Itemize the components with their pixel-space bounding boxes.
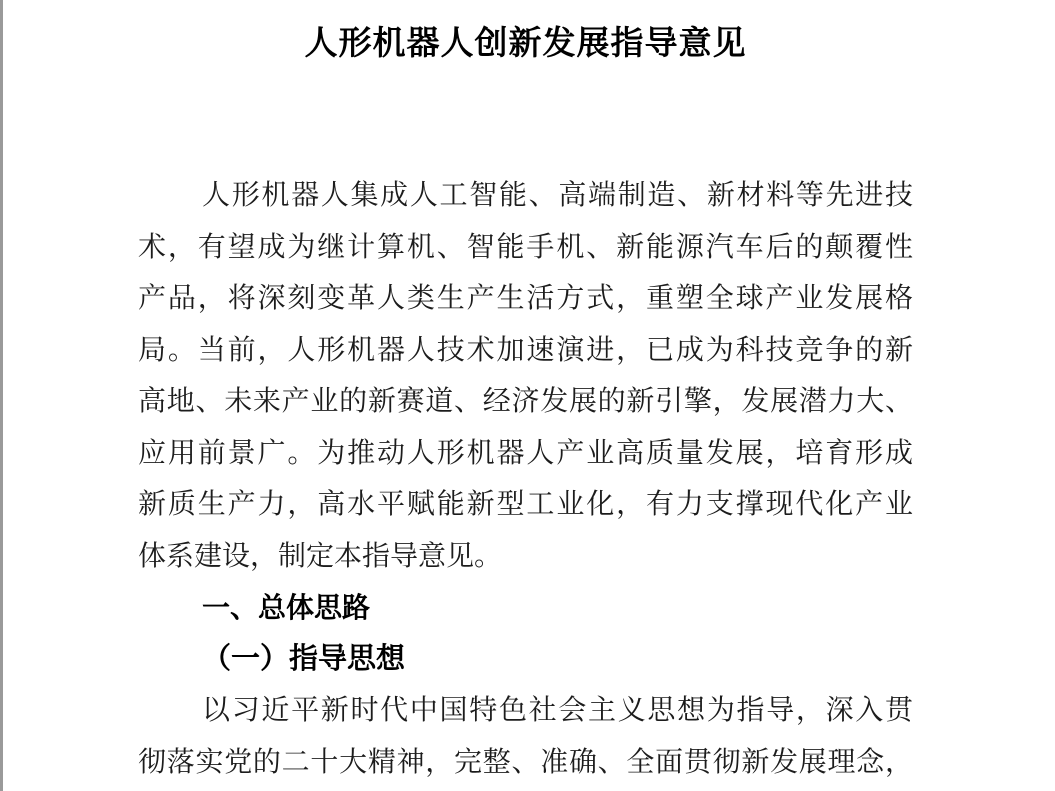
text-line: 高地、未来产业的新赛道、经济发展的新引擎，发展潜力大、 — [138, 386, 913, 417]
text-line: 局。当前，人形机器人技术加速演进，已成为科技竞争的新 — [138, 334, 913, 366]
text-line: 彻落实党的二十大精神，完整、准确、全面贯彻新发展理念， — [138, 746, 913, 778]
text-line: 新质生产力，高水平赋能新型工业化，有力支撑现代化产业 — [138, 489, 913, 520]
text-line: 术，有望成为继计算机、智能手机、新能源汽车后的颠覆性 — [138, 231, 913, 263]
subsection-heading: （一）指导思想 — [202, 642, 406, 675]
text-line: 以习近平新时代中国特色社会主义思想为指导，深入贯 — [202, 695, 913, 726]
text-line: 应用前景广。为推动人形机器人产业高质量发展，培育形成 — [138, 437, 913, 469]
text-line: 产品，将深刻变革人类生产生活方式，重塑全球产业发展格 — [138, 283, 913, 314]
window-edge-line — [0, 0, 3, 791]
section-heading: 一、总体思路 — [202, 592, 371, 623]
text-line: 人形机器人集成人工智能、高端制造、新材料等先进技 — [202, 180, 913, 211]
document-title: 人形机器人创新发展指导意见 — [304, 26, 747, 62]
title-spacer — [138, 64, 913, 170]
text-line: 体系建设，制定本指导意见。 — [138, 540, 503, 572]
